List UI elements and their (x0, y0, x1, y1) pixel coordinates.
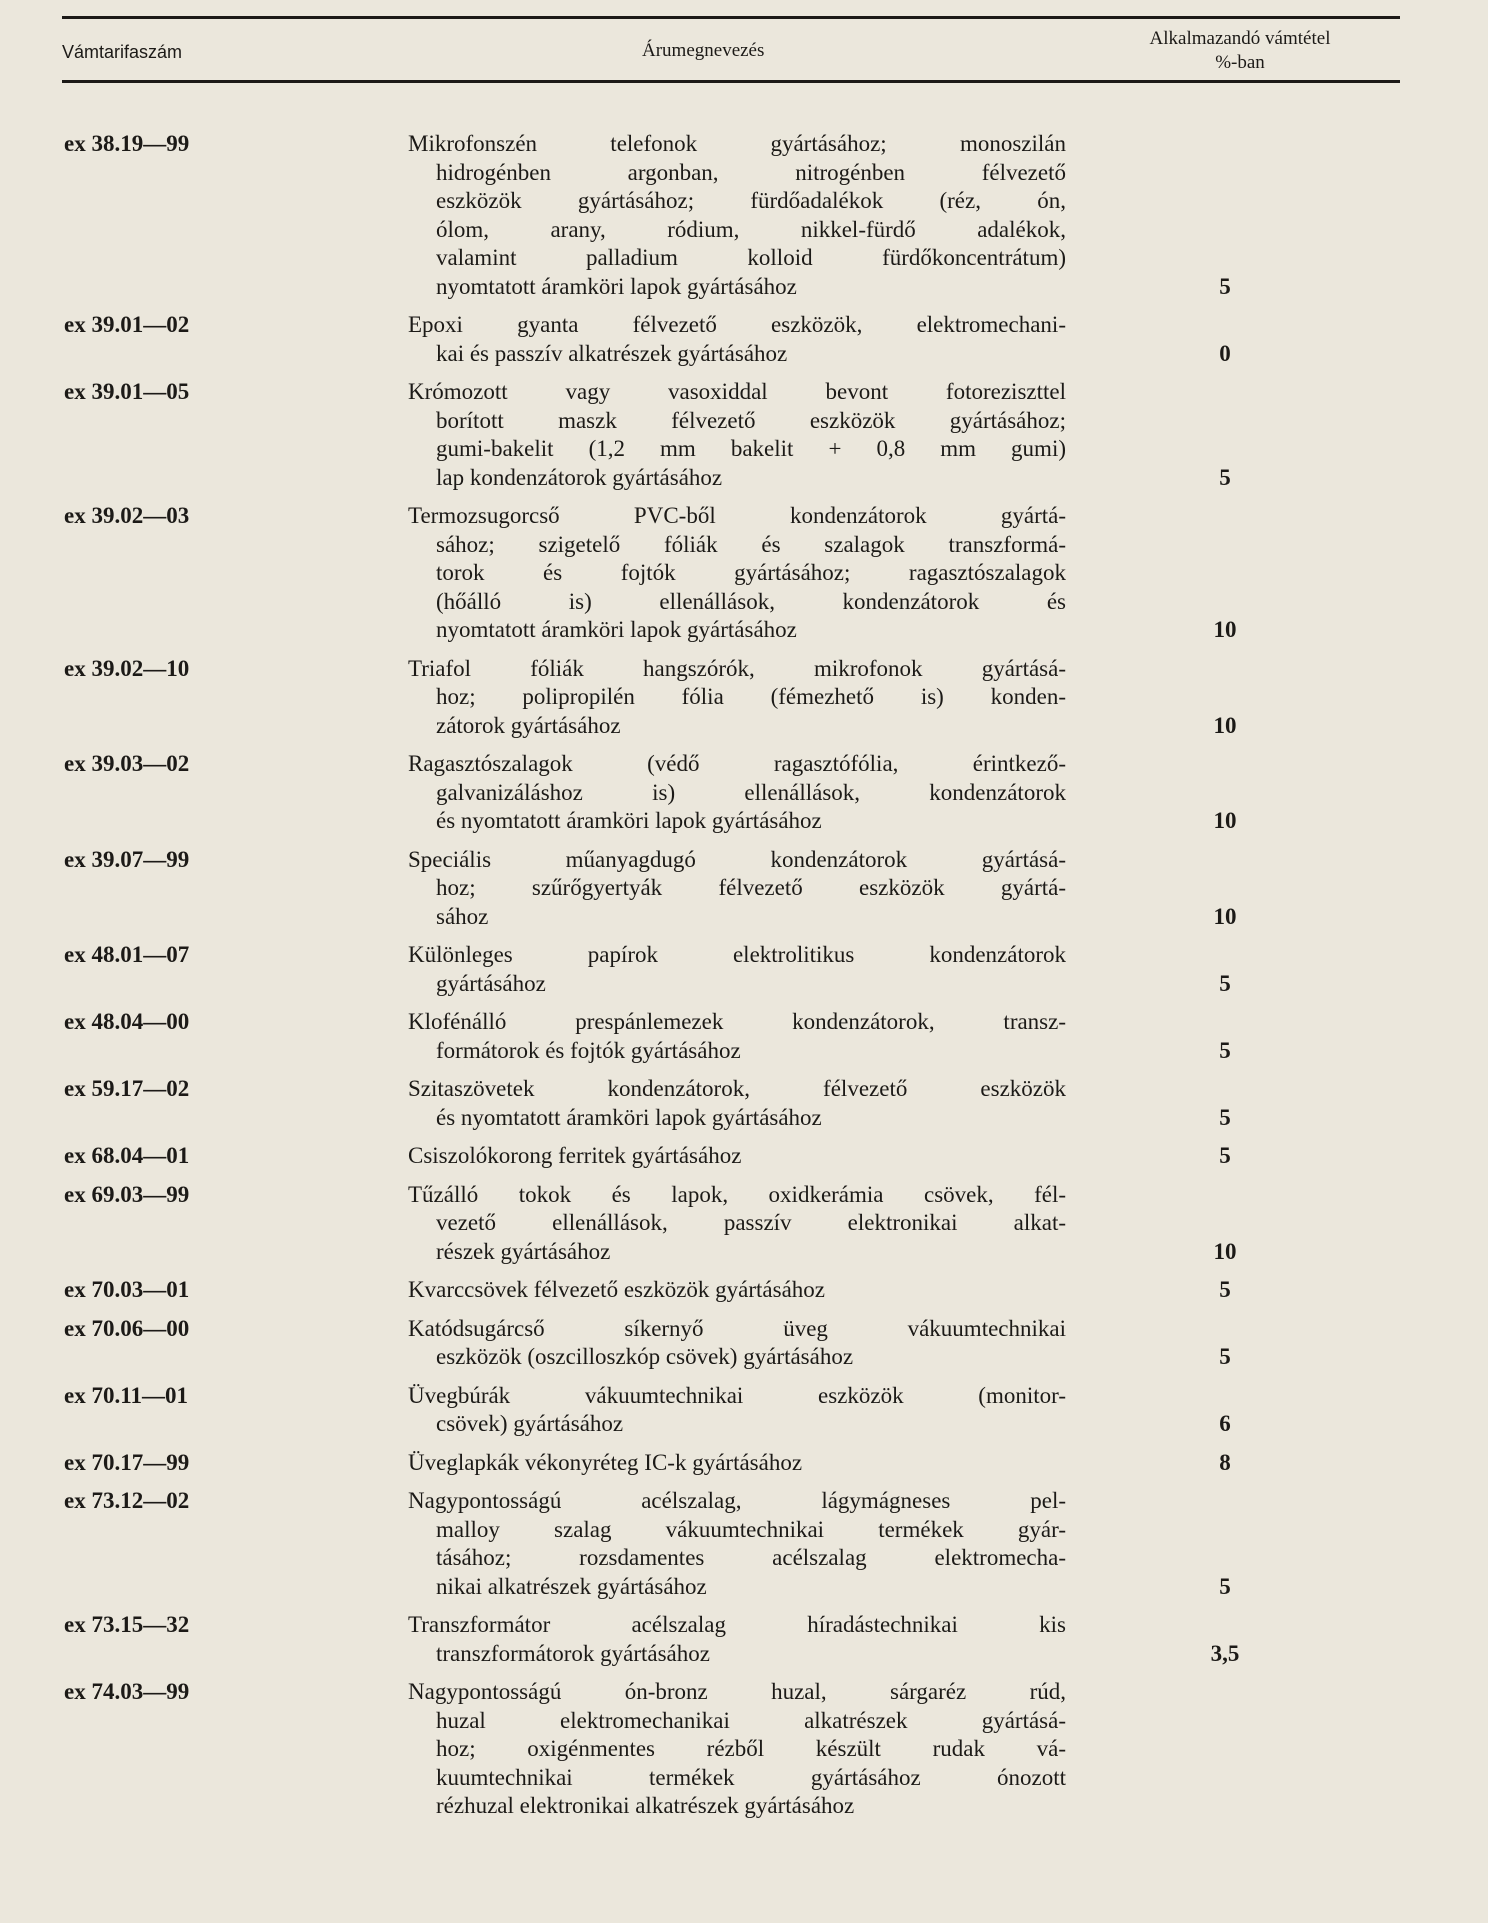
goods-description (408, 1678, 1066, 1821)
duty-rate: 5 (1219, 1037, 1231, 1063)
tariff-code: ex 68.04—01 (64, 1143, 190, 1168)
description-line: Tűzálló tokok és lapok, oxidkerámia csövek, fél- (408, 1181, 1066, 1207)
description-line: borított maszk félvezető eszközök gyártásához; (436, 407, 1066, 433)
description-line: hoz; szűrőgyertyák félvezető eszközök gyártá- (436, 875, 1066, 900)
description-line: Epoxi gyanta félvezető eszközök, elektromechani- (408, 312, 1066, 337)
duty-rate: 5 (1219, 273, 1231, 299)
description-line: hoz; oxigénmentes rézből készült rudak vá- (436, 1736, 1066, 1761)
goods-description (408, 750, 1066, 836)
goods-description (408, 1315, 1066, 1372)
table-row (0, 378, 1488, 492)
duty-rate: 3,5 (1210, 1640, 1240, 1666)
description-line: részek gyártásához (436, 1238, 611, 1264)
duty-rate: 5 (1219, 1104, 1231, 1130)
goods-description (408, 1382, 1066, 1439)
description-line: Transzformátor acélszalag híradástechnikai kis (408, 1612, 1066, 1637)
description-line: és nyomtatott áramköri lapok gyártásához (436, 808, 822, 833)
description-line: sához; szigetelő fóliák és szalagok transzformá- (436, 531, 1066, 557)
goods-description (408, 1075, 1066, 1132)
description-line: gyártásához (436, 970, 546, 996)
duty-rate: 5 (1219, 1344, 1231, 1369)
goods-description (408, 846, 1066, 932)
description-line: Ragasztószalagok (védő ragasztófólia, érintkező- (408, 751, 1066, 776)
duty-rate: 5 (1219, 1277, 1231, 1302)
description-line: huzal elektromechanikai alkatrészek gyártásá- (436, 1707, 1066, 1733)
table-row (0, 750, 1488, 836)
description-line: Nagypontosságú ón-bronz huzal, sárgaréz rúd, (408, 1679, 1066, 1704)
goods-description (408, 655, 1066, 741)
duty-rate: 5 (1219, 464, 1231, 490)
tariff-code: ex 39.03—02 (64, 751, 190, 776)
tariff-code: ex 48.01—07 (64, 942, 190, 967)
description-line: hoz; polipropilén fólia (fémezhető is) konden- (436, 684, 1066, 709)
goods-description (408, 1181, 1066, 1267)
duty-rate: 5 (1219, 1573, 1231, 1599)
goods-description (408, 1487, 1066, 1601)
duty-rate: 5 (1219, 970, 1231, 996)
tariff-code: ex 39.07—99 (64, 846, 190, 872)
table-row (0, 1008, 1488, 1065)
description-line: hidrogénben argonban, nitrogénben félvezető (436, 159, 1066, 185)
description-line: (hőálló is) ellenállások, kondenzátorok és (436, 588, 1066, 614)
tariff-code: ex 59.17—02 (64, 1076, 190, 1101)
goods-description (408, 1276, 1066, 1305)
description-line: Csiszolókorong ferritek gyártásához (408, 1143, 742, 1168)
goods-description (408, 502, 1066, 645)
description-line: gumi-bakelit (1,2 mm bakelit + 0,8 mm gumi) (436, 436, 1066, 461)
tariff-code: ex 48.04—00 (64, 1009, 190, 1034)
table-row (0, 1181, 1488, 1267)
duty-rate: 10 (1213, 712, 1237, 738)
description-line: rézhuzal elektronikai alkatrészek gyártásához (436, 1793, 855, 1818)
tariff-code: ex 73.15—32 (64, 1612, 190, 1637)
tariff-code: ex 39.01—05 (64, 379, 190, 404)
table-row (0, 1611, 1488, 1668)
duty-rate: 6 (1219, 1411, 1231, 1436)
description-line: sához (436, 903, 489, 929)
header-description-label: Árumegnevezés (642, 40, 765, 61)
goods-description (408, 1611, 1066, 1668)
description-line: ólom, arany, ródium, nikkel-fürdő adalékok, (436, 216, 1066, 242)
goods-description (408, 378, 1066, 492)
duty-rate: 0 (1219, 340, 1231, 366)
tariff-code: ex 39.01—02 (64, 312, 190, 337)
header-rate-label (1090, 27, 1390, 75)
goods-description (408, 941, 1066, 998)
description-line: valamint palladium kolloid fürdőkoncentrátum) (436, 245, 1066, 270)
description-line: formátorok és fojtók gyártásához (436, 1037, 741, 1063)
description-line: zátorok gyártásához (436, 712, 621, 738)
tariff-code: ex 38.19—99 (64, 131, 190, 156)
duty-rate: 10 (1213, 617, 1237, 642)
table-row (0, 1075, 1488, 1132)
table-row (0, 1276, 1488, 1305)
duty-rate: 10 (1213, 1238, 1237, 1264)
description-line: Katódsugárcső síkernyő üveg vákuumtechnikai (408, 1315, 1066, 1341)
table-row (0, 130, 1488, 301)
description-line: torok és fojtók gyártásához; ragasztószalagok (436, 560, 1066, 585)
top-rule (62, 16, 1400, 19)
description-line: malloy szalag vákuumtechnikai termékek gyár- (436, 1516, 1066, 1542)
table-row (0, 1315, 1488, 1372)
description-line: eszközök (oszcilloszkóp csövek) gyártásához (436, 1344, 854, 1369)
description-line: Krómozott vagy vasoxiddal bevont fotoreziszttel (408, 379, 1066, 404)
table-row (0, 1678, 1488, 1821)
table-row (0, 1142, 1488, 1171)
description-line: csövek) gyártásához (436, 1411, 624, 1436)
duty-rate: 5 (1219, 1143, 1231, 1168)
description-line: Triafol fóliák hangszórók, mikrofonok gyártásá- (408, 655, 1066, 681)
header-rule (62, 80, 1400, 83)
tariff-code: ex 69.03—99 (64, 1181, 190, 1207)
description-line: nyomtatott áramköri lapok gyártásához (436, 617, 797, 642)
description-line: Kvarccsövek félvezető eszközök gyártásához (408, 1277, 825, 1302)
goods-description (408, 1008, 1066, 1065)
table-row (0, 1449, 1488, 1478)
tariff-code: ex 39.02—10 (64, 655, 190, 681)
description-line: Klofénálló prespánlemezek kondenzátorok, transz- (408, 1009, 1066, 1034)
table-row (0, 846, 1488, 932)
description-line: nyomtatott áramköri lapok gyártásához (436, 273, 797, 299)
table-row (0, 1487, 1488, 1601)
tariff-code: ex 70.17—99 (64, 1449, 190, 1475)
description-line: nikai alkatrészek gyártásához (436, 1573, 707, 1599)
description-line: Üveglapkák vékonyréteg IC-k gyártásához (408, 1449, 803, 1475)
tariff-code: ex 74.03—99 (64, 1679, 190, 1704)
tariff-code: ex 39.02—03 (64, 503, 190, 528)
header-rate-line-1: Alkalmazandó vámtétel (1149, 28, 1331, 49)
tariff-code: ex 70.03—01 (64, 1277, 190, 1302)
goods-description (408, 311, 1066, 368)
description-line: Speciális műanyagdugó kondenzátorok gyártásá- (408, 846, 1066, 872)
header-code-label: Vámtarifaszám (62, 42, 183, 62)
table-row (0, 941, 1488, 998)
description-line: Üvegbúrák vákuumtechnikai eszközök (monitor- (408, 1382, 1066, 1408)
header-rate-line-2: %-ban (1215, 52, 1265, 73)
goods-description (408, 130, 1066, 301)
description-line: kai és passzív alkatrészek gyártásához (436, 340, 788, 366)
description-line: Szitaszövetek kondenzátorok, félvezető eszközök (408, 1076, 1066, 1101)
table-row (0, 1382, 1488, 1439)
duty-rate: 10 (1213, 808, 1237, 833)
duty-rate: 10 (1213, 903, 1237, 929)
table-row (0, 655, 1488, 741)
description-line: galvanizáláshoz is) ellenállások, kondenzátorok (436, 779, 1066, 805)
description-line: és nyomtatott áramköri lapok gyártásához (436, 1104, 822, 1130)
description-line: vezető ellenállások, passzív elektronikai alkat- (436, 1210, 1066, 1235)
description-line: tásához; rozsdamentes acélszalag elektromecha- (436, 1545, 1066, 1570)
tariff-code: ex 70.11—01 (64, 1382, 188, 1408)
goods-description (408, 1449, 1066, 1478)
description-line: transzformátorok gyártásához (436, 1640, 710, 1666)
description-line: Mikrofonszén telefonok gyártásához; monoszilán (408, 131, 1066, 156)
table-row (0, 311, 1488, 368)
description-line: eszközök gyártásához; fürdőadalékok (réz, ón, (436, 188, 1066, 213)
goods-description (408, 1142, 1066, 1171)
description-line: Nagypontosságú acélszalag, lágymágneses pel- (408, 1488, 1066, 1513)
description-line: Termozsugorcső PVC-ből kondenzátorok gyártá- (408, 503, 1066, 528)
tariff-table-body (0, 130, 1488, 1831)
description-line: lap kondenzátorok gyártásához (436, 464, 723, 490)
table-row (0, 502, 1488, 645)
tariff-code: ex 70.06—00 (64, 1315, 190, 1341)
description-line: kuumtechnikai termékek gyártásához ónozott (436, 1764, 1066, 1790)
tariff-code: ex 73.12—02 (64, 1488, 190, 1513)
duty-rate: 8 (1219, 1449, 1231, 1475)
description-line: Különleges papírok elektrolitikus kondenzátorok (408, 942, 1066, 967)
